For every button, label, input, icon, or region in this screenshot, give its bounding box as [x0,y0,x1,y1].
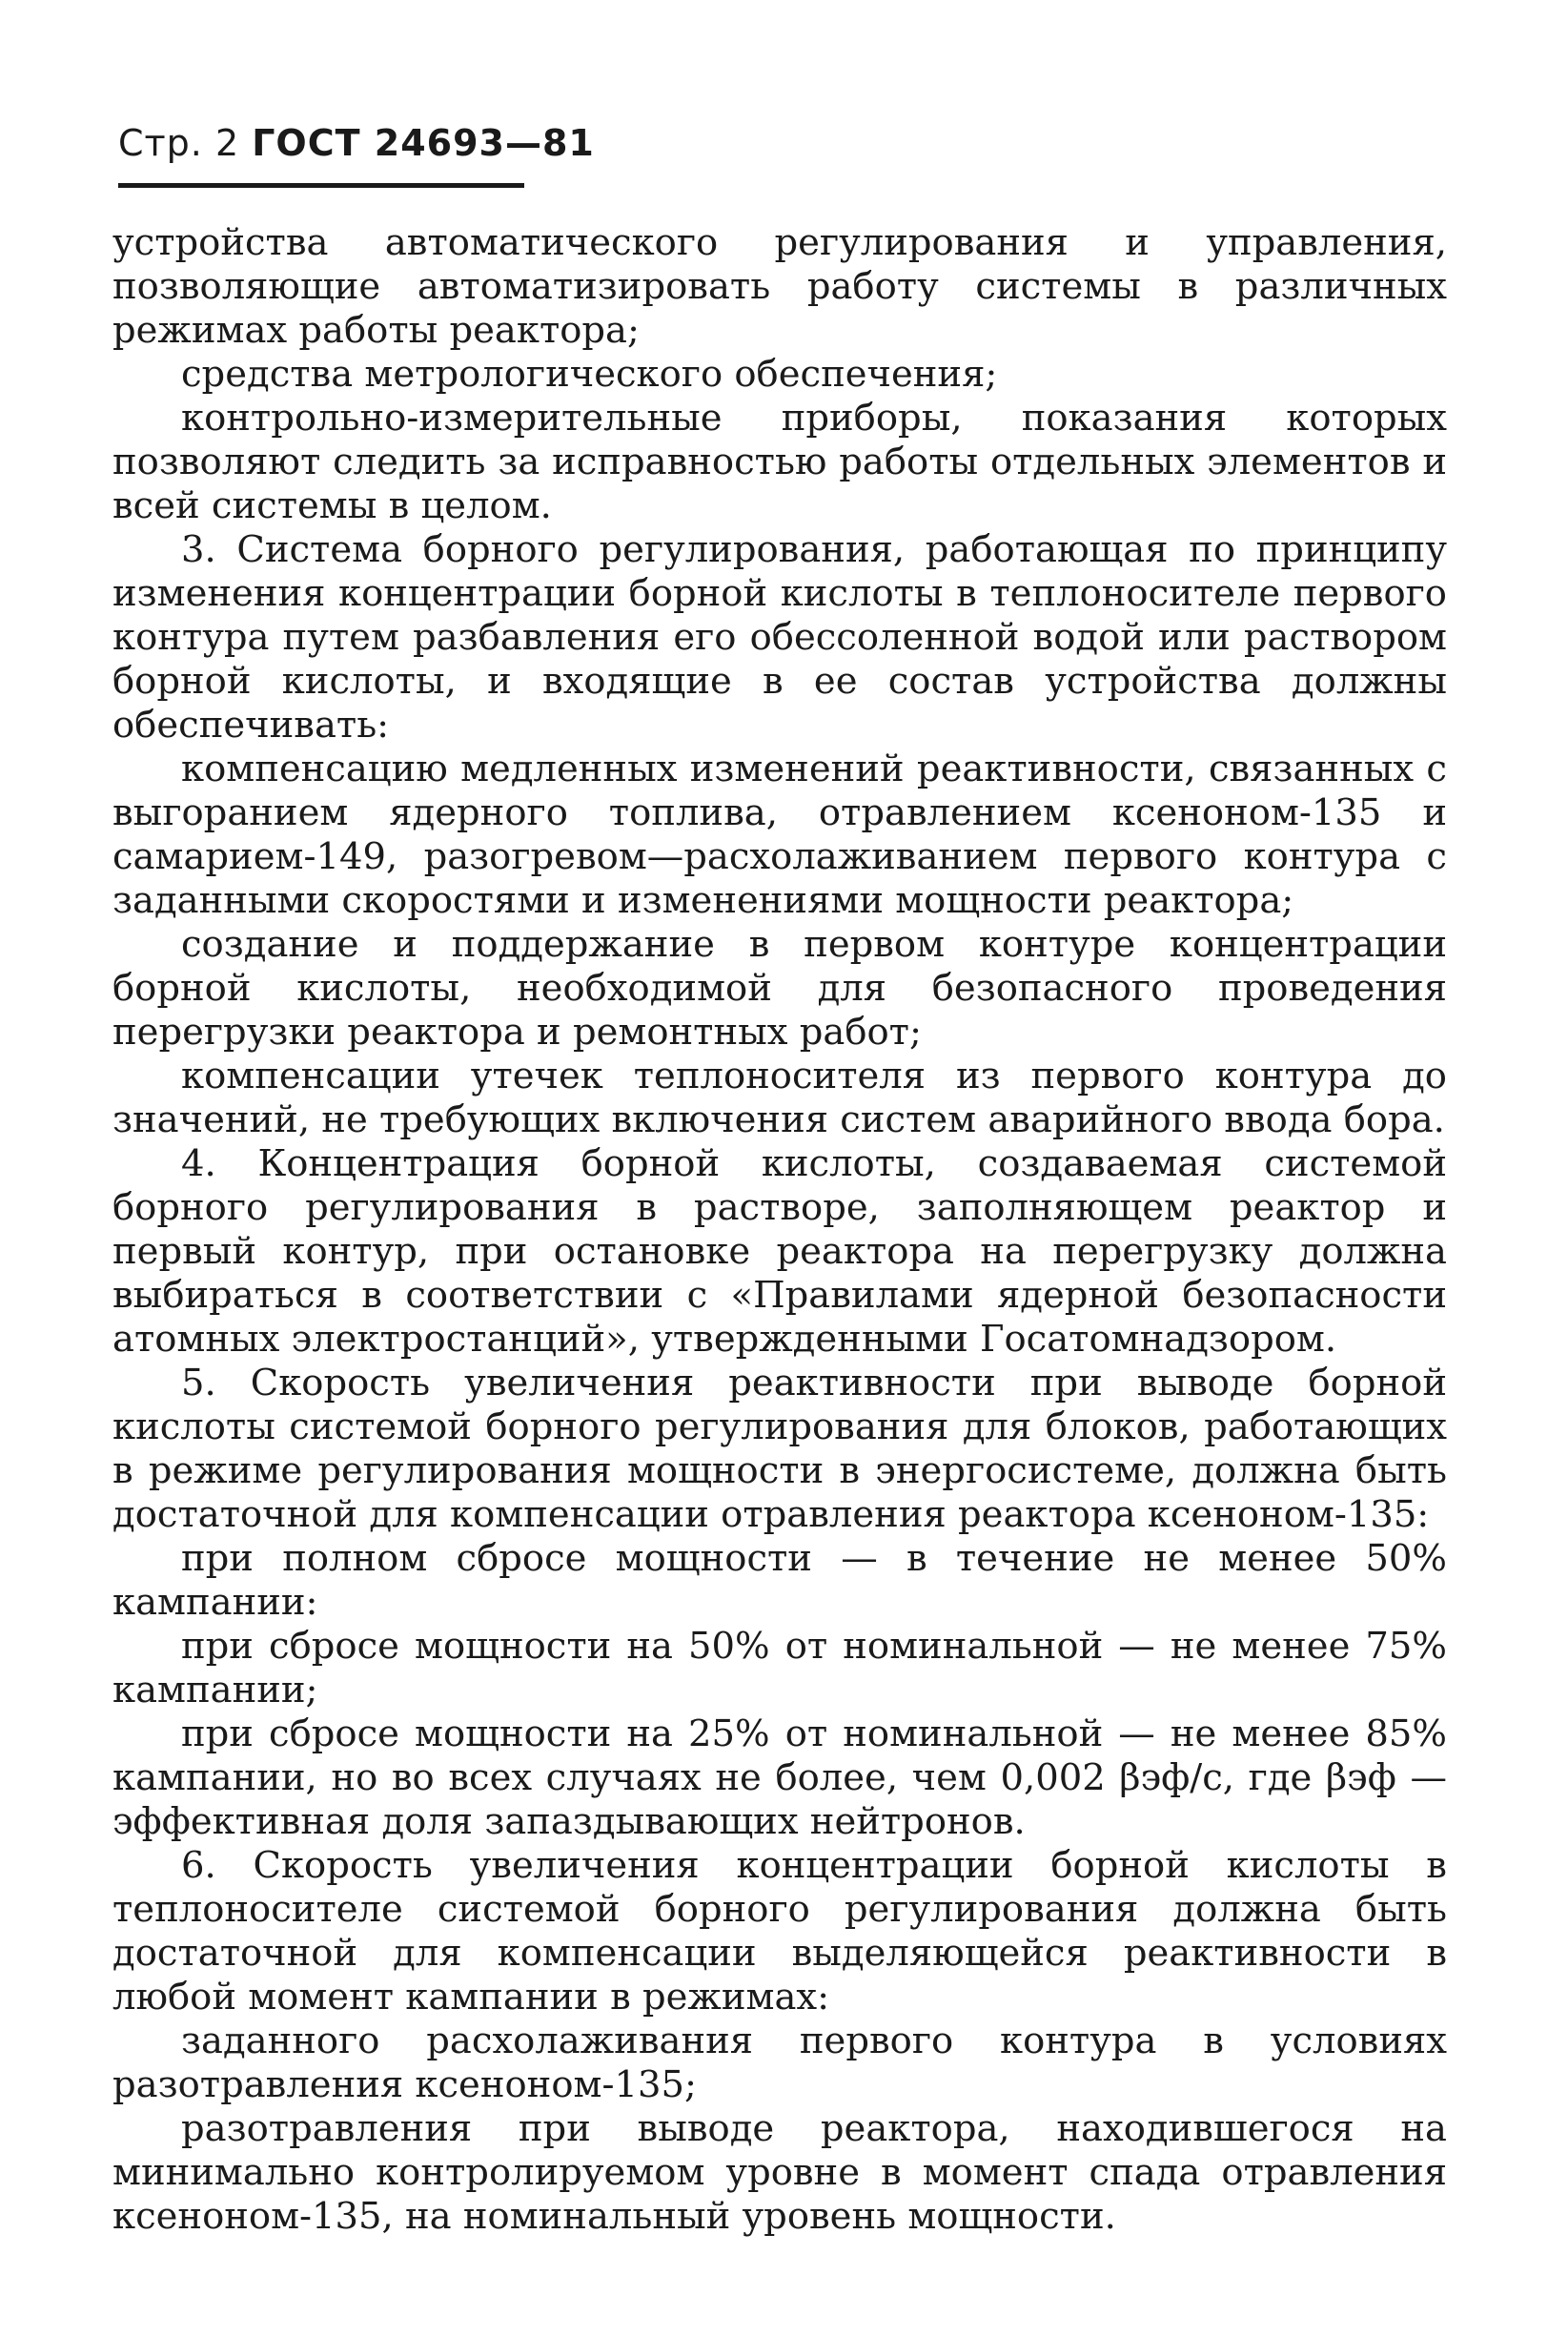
paragraph: устройства автоматического регулирования и управления, позволяющие автоматизировать работу системы в различных режимах работы реактора; [112,221,1447,352]
paragraph: разотравления при выводе реактора, находившегося на минимально контролируемом уровне в момент спада отравления ксеноном-135, на номинальный уровень мощности. [112,2107,1447,2238]
page-label: Стр. 2 [118,122,240,164]
paragraph: компенсации утечек теплоносителя из первого контура до значений, не требующих включения систем аварийного ввода бора. [112,1055,1447,1141]
document-body [112,221,1447,2239]
paragraph: контрольно-измерительные приборы, показания которых позволяют следить за исправностью работы отдельных элементов и всей системы в целом. [112,397,1447,527]
paragraph: средства метрологического обеспечения; [181,353,998,396]
paragraph: при полном сбросе мощности — в течение не менее 50% кампании: [112,1537,1447,1624]
doc-code: ГОСТ 24693—81 [252,122,595,164]
paragraph-item-4: 4. Концентрация борной кислоты, создаваемая системой борного регулирования в растворе, заполняющем реактор и первый контур, при остановке реактора на перегрузку должна выбираться в соответствии с «Правилами ядерной безопасности атомных электростанций», утвержденными Госатомнадзором. [112,1142,1447,1361]
paragraph-item-5: 5. Скорость увеличения реактивности при выводе борной кислоты системой борного регулирования для блоков, работающих в режиме регулирования мощности в энергосистеме, должна быть достаточной для компенсации отравления реактора ксеноном-135: [112,1362,1447,1536]
paragraph-item-3: 3. Система борного регулирования, работающая по принципу изменения концентрации борной кислоты в теплоносителе первого контура путем разбавления его обессоленной водой или раствором борной кислоты, и входящие в ее состав устройства должны обеспечивать: [112,528,1447,747]
paragraph: заданного расхолаживания первого контура в условиях разотравления ксеноном-135; [112,2019,1447,2106]
paragraph-item-6: 6. Скорость увеличения концентрации борной кислоты в теплоносителе системой борного регулирования должна быть достаточной для компенсации выделяющейся реактивности в любой момент кампании в режимах: [112,1844,1447,2019]
page-header [118,122,595,164]
header-rule [118,183,524,188]
paragraph: создание и поддержание в первом контуре концентрации борной кислоты, необходимой для безопасного проведения перегрузки реактора и ремонтных работ; [112,923,1447,1054]
paragraph: при сбросе мощности на 50% от номинальной — не менее 75% кампании; [112,1625,1447,1712]
paragraph: при сбросе мощности на 25% от номинальной — не менее 85% кампании, но во всех случаях не более, чем 0,002 βэф/с, где βэф — эффективная доля запаздывающих нейтронов. [112,1712,1447,1843]
paragraph: компенсацию медленных изменений реактивности, связанных с выгоранием ядерного топлива, отравлением ксеноном-135 и самарием-149, разогревом—расхолаживанием первого контура с заданными скоростями и изменениями мощности реактора; [112,748,1447,922]
